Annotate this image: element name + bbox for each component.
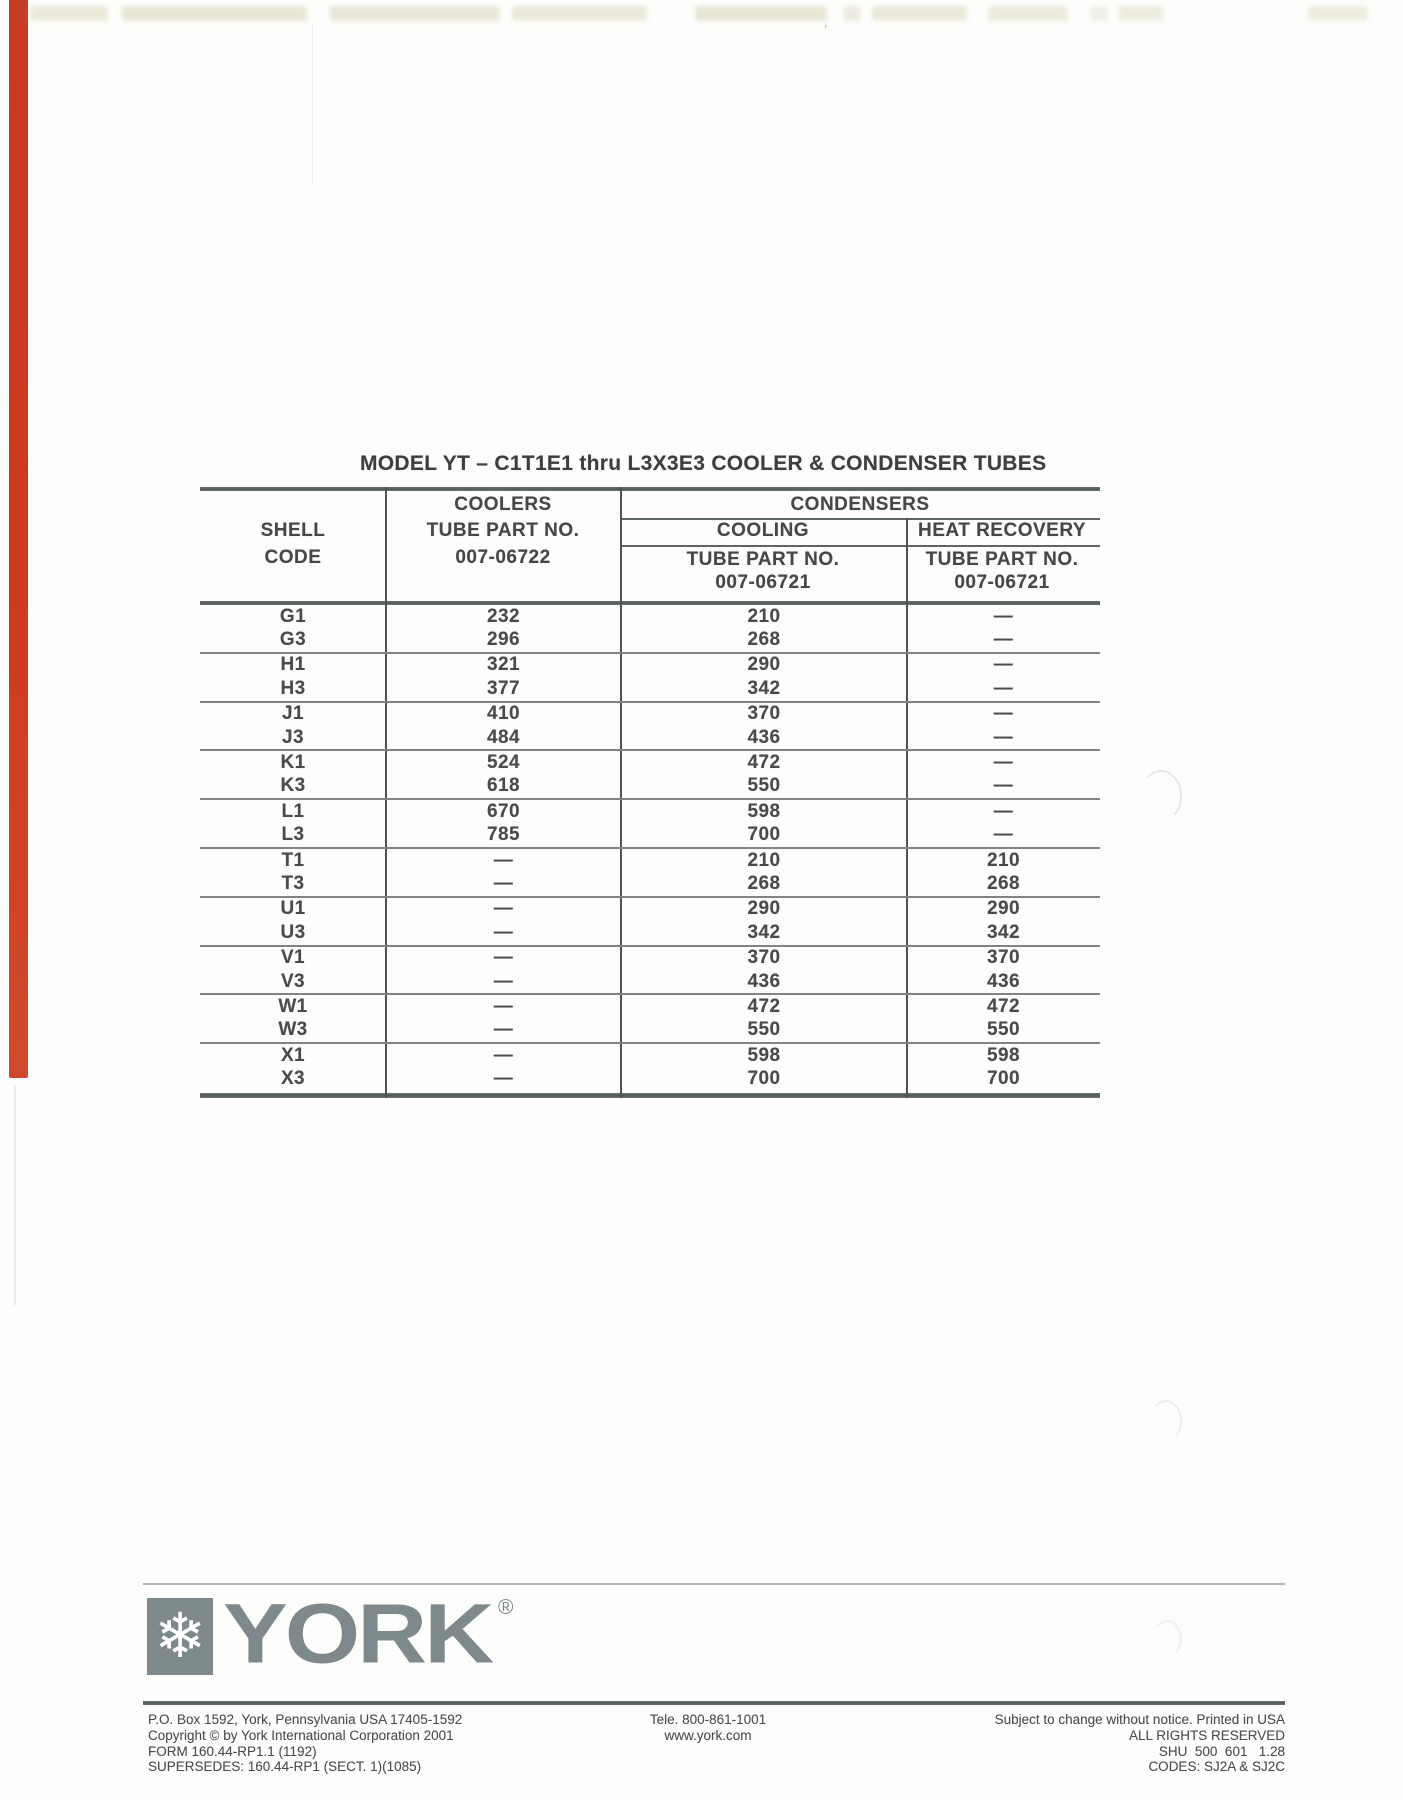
heat-recovery-tubes-cell: —: [993, 605, 1014, 627]
heat-recovery-tubes-cell: —: [993, 752, 1014, 774]
table-row-group: [200, 1044, 1100, 1093]
table-row: [200, 677, 1100, 700]
table-top-rule: [200, 487, 1100, 491]
heat-recovery-tubes-cell: —: [993, 654, 1014, 676]
heat-recovery-tubes-cell: —: [993, 824, 1014, 846]
snowflake-icon: ❄: [154, 1598, 206, 1672]
heat-recovery-tubes-cell: 598: [987, 1044, 1020, 1066]
shell-code-cell: W3: [278, 1019, 308, 1041]
footer-line: Tele. 800-861-1001: [649, 1712, 767, 1727]
footer-left-column: [148, 1712, 618, 1775]
footer-line: P.O. Box 1592, York, Pennsylvania USA 17405-1592: [148, 1712, 463, 1727]
heat-recovery-tubes-cell: —: [993, 677, 1014, 699]
cooling-tubes-cell: 342: [747, 921, 781, 943]
cooling-tubes-cell: 210: [747, 605, 781, 627]
heat-recovery-tubes-cell: 370: [987, 947, 1020, 969]
cooling-tubes-cell: 700: [747, 824, 781, 846]
table-row: [200, 849, 1100, 872]
table-row-group: [200, 849, 1100, 898]
cooling-tubes-cell: 472: [747, 996, 781, 1018]
cooler-tubes-cell: 377: [487, 677, 520, 699]
table-row: [200, 970, 1100, 993]
cooler-tubes-cell: —: [493, 1044, 514, 1066]
heat-recovery-tubes-cell: 342: [987, 921, 1020, 943]
heat-recovery-tubes-cell: 290: [987, 898, 1020, 920]
shell-code-cell: H1: [280, 654, 306, 676]
shell-code-cell: L3: [281, 824, 305, 846]
shell-code-cell: K3: [280, 775, 306, 797]
cooling-tubes-cell: 550: [747, 775, 781, 797]
heat-recovery-tube-part-label: TUBE PART NO.: [925, 549, 1079, 570]
cooling-tube-part-label: TUBE PART NO.: [686, 549, 840, 570]
cooling-tubes-cell: 598: [747, 800, 781, 822]
scan-artifact-smudge: [122, 6, 307, 21]
cooler-tubes-cell: —: [493, 921, 514, 943]
shell-header-line1: SHELL: [260, 520, 326, 541]
cooler-tubes-cell: —: [493, 1019, 514, 1041]
cooler-tubes-cell: —: [493, 898, 514, 920]
cooler-tubes-cell: —: [493, 1068, 514, 1090]
heat-recovery-tubes-cell: 268: [987, 873, 1020, 895]
registered-trademark-icon: ®: [498, 1596, 514, 1619]
table-row: [200, 1019, 1100, 1042]
table-row: [200, 1044, 1100, 1067]
footer-line: www.york.com: [664, 1727, 752, 1743]
coolers-part-number: 007-06722: [455, 547, 551, 568]
table-body: [200, 605, 1100, 1093]
shell-header-line2: CODE: [264, 547, 322, 568]
cooling-tubes-cell: 436: [747, 970, 781, 992]
scan-artifact-curve: [1140, 770, 1182, 822]
cooler-tubes-cell: —: [493, 970, 514, 992]
scan-artifact-mark: ’: [824, 22, 828, 39]
table-row-group: [200, 751, 1100, 800]
heat-recovery-tubes-cell: 550: [987, 1019, 1020, 1041]
coolers-tube-part-label: TUBE PART NO.: [426, 520, 580, 541]
shell-code-cell: W1: [278, 996, 308, 1018]
york-logo: [147, 1585, 547, 1681]
cooling-tubes-cell: 550: [747, 1019, 781, 1041]
cooling-part-number: 007-06721: [715, 572, 811, 593]
heat-recovery-tubes-cell: —: [993, 703, 1014, 725]
cooler-tubes-cell: 484: [487, 726, 520, 748]
heat-recovery-tubes-cell: —: [993, 775, 1014, 797]
scan-artifact-smudge: [330, 6, 500, 21]
cooling-tubes-cell: 268: [747, 629, 781, 651]
cooler-tubes-cell: —: [493, 996, 514, 1018]
shell-code-cell: X1: [280, 1044, 306, 1066]
shell-code-cell: J1: [282, 703, 304, 725]
cooler-tubes-cell: 296: [487, 629, 520, 651]
table-row: [200, 726, 1100, 749]
shell-code-cell: L1: [281, 800, 305, 822]
table-row: [200, 703, 1100, 726]
shell-code-cell: U3: [280, 921, 306, 943]
heat-recovery-tubes-cell: —: [993, 629, 1014, 651]
table-row: [200, 605, 1100, 628]
footer-line: Copyright © by York International Corporation 2001: [148, 1727, 454, 1743]
shell-code-cell: T3: [281, 873, 305, 895]
scan-artifact-smudge: [1090, 6, 1108, 21]
scan-artifact-smudge: [1118, 6, 1163, 21]
scan-artifact-crease: [312, 25, 313, 185]
table-row: [200, 921, 1100, 944]
heat-recovery-tubes-cell: —: [993, 726, 1014, 748]
table-row: [200, 898, 1100, 921]
table-row: [200, 775, 1100, 798]
cooling-tubes-cell: 598: [747, 1044, 781, 1066]
footer-line: ALL RIGHTS RESERVED: [1128, 1727, 1285, 1743]
cooler-tubes-cell: —: [493, 873, 514, 895]
cooling-sub-rule: [621, 545, 1100, 547]
cooler-tubes-cell: 524: [487, 752, 520, 774]
scan-artifact-curve: [1152, 1620, 1182, 1658]
table-row: [200, 1068, 1100, 1091]
footer-line: CODES: SJ2A & SJ2C: [1148, 1759, 1285, 1775]
cooler-tubes-cell: 618: [487, 775, 520, 797]
table-row: [200, 995, 1100, 1018]
cooling-tubes-cell: 370: [747, 947, 781, 969]
shell-code-cell: G1: [279, 605, 307, 627]
heat-recovery-header: HEAT RECOVERY: [917, 520, 1087, 541]
cooling-tubes-cell: 342: [747, 677, 781, 699]
cooling-tubes-cell: 210: [747, 849, 781, 871]
cooling-tubes-cell: 290: [747, 654, 781, 676]
shell-code-cell: J3: [282, 726, 304, 748]
scan-artifact-smudge: [512, 6, 647, 21]
logo-square: [147, 1598, 213, 1675]
table-row-group: [200, 800, 1100, 849]
condensers-group-header: CONDENSERS: [790, 494, 930, 515]
table-row: [200, 751, 1100, 774]
table-row: [200, 872, 1100, 895]
table-row: [200, 628, 1100, 651]
cooler-tubes-cell: —: [493, 947, 514, 969]
cooler-tubes-cell: 785: [487, 824, 520, 846]
heat-recovery-tubes-cell: 700: [987, 1068, 1020, 1090]
footer-rule: [143, 1701, 1285, 1705]
cooler-tubes-cell: 670: [487, 800, 520, 822]
cooler-tubes-cell: 232: [487, 605, 520, 627]
scan-artifact-smudge: [988, 6, 1068, 21]
scan-artifact-smudge: [695, 6, 827, 21]
scan-artifact-smudge: [30, 6, 108, 21]
table-row: [200, 654, 1100, 677]
table-row-group: [200, 947, 1100, 996]
cooling-tubes-cell: 436: [747, 726, 781, 748]
scan-artifact-smudge: [872, 6, 967, 21]
footer-right-column: [953, 1712, 1285, 1775]
logo-wordmark: YORK: [223, 1585, 492, 1681]
shell-code-cell: X3: [280, 1068, 306, 1090]
heat-recovery-part-number: 007-06721: [954, 572, 1050, 593]
scan-artifact-crease: [14, 1085, 16, 1305]
footer-line: FORM 160.44-RP1.1 (1192): [148, 1743, 317, 1759]
scan-artifact-smudge: [1308, 6, 1368, 21]
scan-artifact-curve: [1150, 1400, 1182, 1442]
cooling-tubes-cell: 268: [747, 873, 781, 895]
footer-center-column: [553, 1712, 863, 1744]
shell-code-cell: V3: [280, 970, 306, 992]
cooling-tubes-cell: 700: [747, 1068, 781, 1090]
shell-code-cell: T1: [281, 849, 305, 871]
footer-line: SHU 500 601 1.28: [1158, 1743, 1285, 1759]
footer-line: Subject to change without notice. Printed in USA: [994, 1712, 1285, 1727]
shell-code-cell: G3: [279, 629, 307, 651]
table-row-group: [200, 605, 1100, 654]
cooler-tubes-cell: 321: [487, 654, 520, 676]
cooler-tubes-cell: 410: [487, 703, 520, 725]
coolers-group-header: COOLERS: [454, 494, 552, 515]
heat-recovery-tubes-cell: 210: [987, 849, 1020, 871]
shell-code-cell: H3: [280, 677, 306, 699]
cooling-tubes-cell: 370: [747, 703, 781, 725]
scan-artifact-smudge: [843, 6, 861, 21]
shell-code-cell: U1: [280, 898, 306, 920]
cooling-header: COOLING: [716, 520, 810, 541]
table-bottom-rule: [200, 1093, 1100, 1098]
table-row-group: [200, 898, 1100, 947]
shell-code-cell: V1: [280, 947, 306, 969]
document-title: MODEL YT – C1T1E1 thru L3X3E3 COOLER & CONDENSER TUBES: [360, 452, 1047, 475]
tube-count-table: [200, 487, 1100, 1102]
cooling-tubes-cell: 472: [747, 752, 781, 774]
heat-recovery-tubes-cell: 436: [987, 970, 1020, 992]
heat-recovery-tubes-cell: —: [993, 800, 1014, 822]
cooling-tubes-cell: 290: [747, 898, 781, 920]
table-row-group: [200, 703, 1100, 752]
shell-code-cell: K1: [280, 752, 306, 774]
cooler-tubes-cell: —: [493, 849, 514, 871]
table-row: [200, 824, 1100, 847]
heat-recovery-tubes-cell: 472: [987, 996, 1020, 1018]
footer-line: SUPERSEDES: 160.44-RP1 (SECT. 1)(1085): [148, 1759, 422, 1775]
table-row: [200, 947, 1100, 970]
table-row: [200, 800, 1100, 823]
table-row-group: [200, 995, 1100, 1044]
table-row-group: [200, 654, 1100, 703]
page-edge-red-stripe: [9, 0, 28, 1078]
